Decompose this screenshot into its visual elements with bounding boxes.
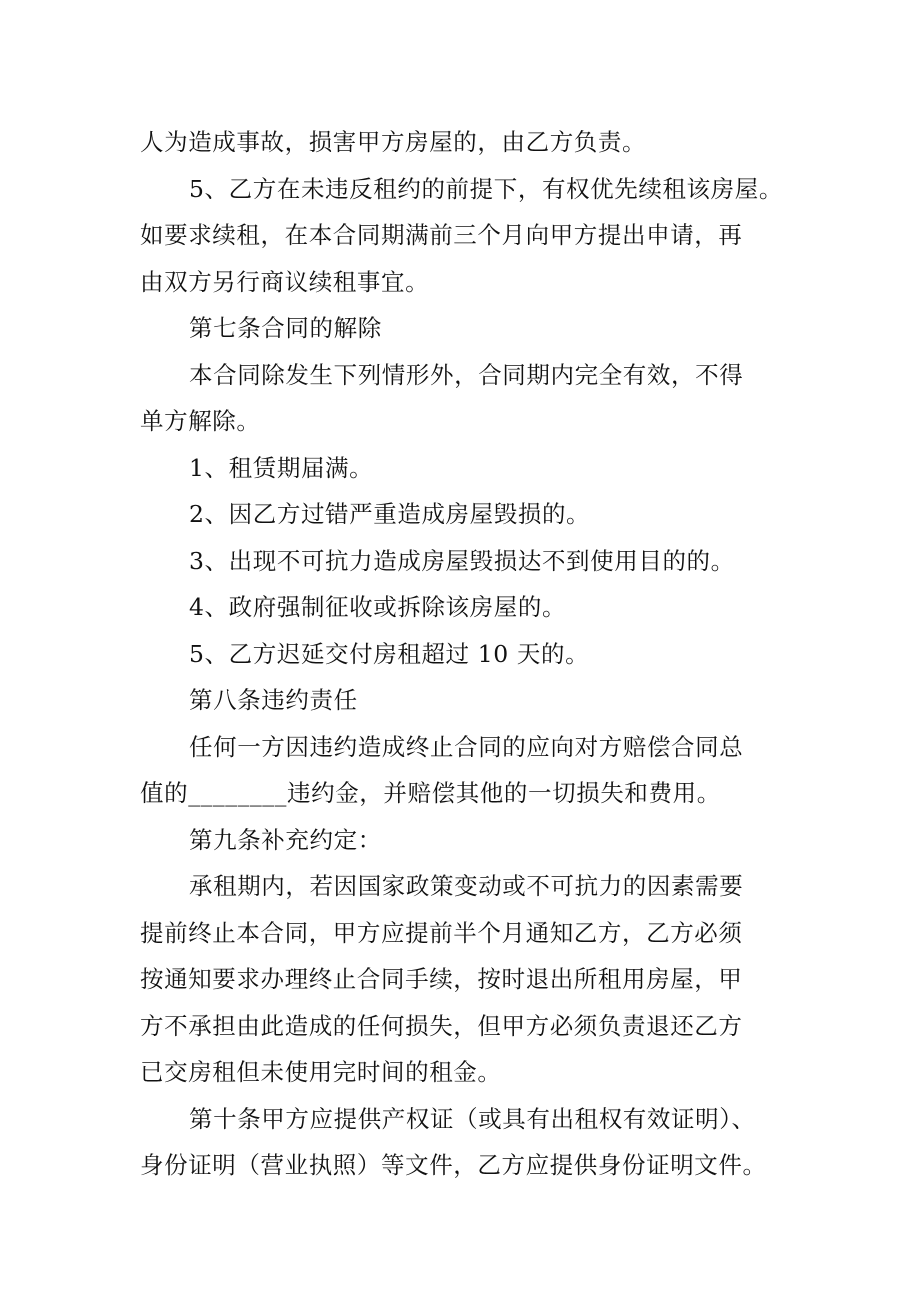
section-heading: 第七条合同的解除 [189,314,382,342]
text-line: 如要求续租，在本合同期满前三个月向甲方提出申请，再 [140,221,743,249]
text-line: 任何一方因违约造成终止合同的应向对方赔偿合同总 [189,732,744,761]
text-line: 由双方另行商议续租事宜。 [140,267,430,296]
section-heading: 第八条违约责任 [189,686,358,714]
list-item: 5、乙方迟延交付房租超过 10 天的。 [189,639,590,668]
list-item: 3、出现不可抗力造成房屋毁损达不到使用目的的。 [189,546,735,575]
text-line: 身份证明（营业执照）等文件，乙方应提供身份证明文件。 [140,1151,767,1179]
text-line: 人为造成事故，损害甲方房屋的，由乙方负责。 [140,128,647,156]
list-item: 2、因乙方过错严重造成房屋毁损的。 [189,500,591,528]
text-line: 值的________违约金，并赔偿其他的一切损失和费用。 [140,779,721,807]
text-line: 单方解除。 [140,407,261,435]
document-body [140,119,800,1189]
text-line: 5、乙方在未违反租约的前提下，有权优先续租该房屋。 [189,174,783,203]
text-line: 提前终止本合同，甲方应提前半个月通知乙方，乙方必须 [140,918,743,947]
text-line: 方不承担由此造成的任何损失，但甲方必须负责退还乙方 [140,1011,743,1040]
text-line: 本合同除发生下列情形外，合同期内完全有效，不得 [189,360,744,389]
list-item: 4、政府强制征收或拆除该房屋的。 [189,593,567,621]
section-heading: 第九条补充约定： [189,825,382,854]
text-line: 已交房租但未使用完时间的租金。 [140,1058,502,1086]
section-heading: 第十条甲方应提供产权证（或具有出租权有效证明）、 [189,1104,756,1133]
text-line: 承租期内，若因国家政策变动或不可抗力的因素需要 [189,872,744,900]
list-item: 1、租赁期届满。 [189,453,374,482]
text-line: 按通知要求办理终止合同手续，按时退出所租用房屋，甲 [140,965,743,993]
